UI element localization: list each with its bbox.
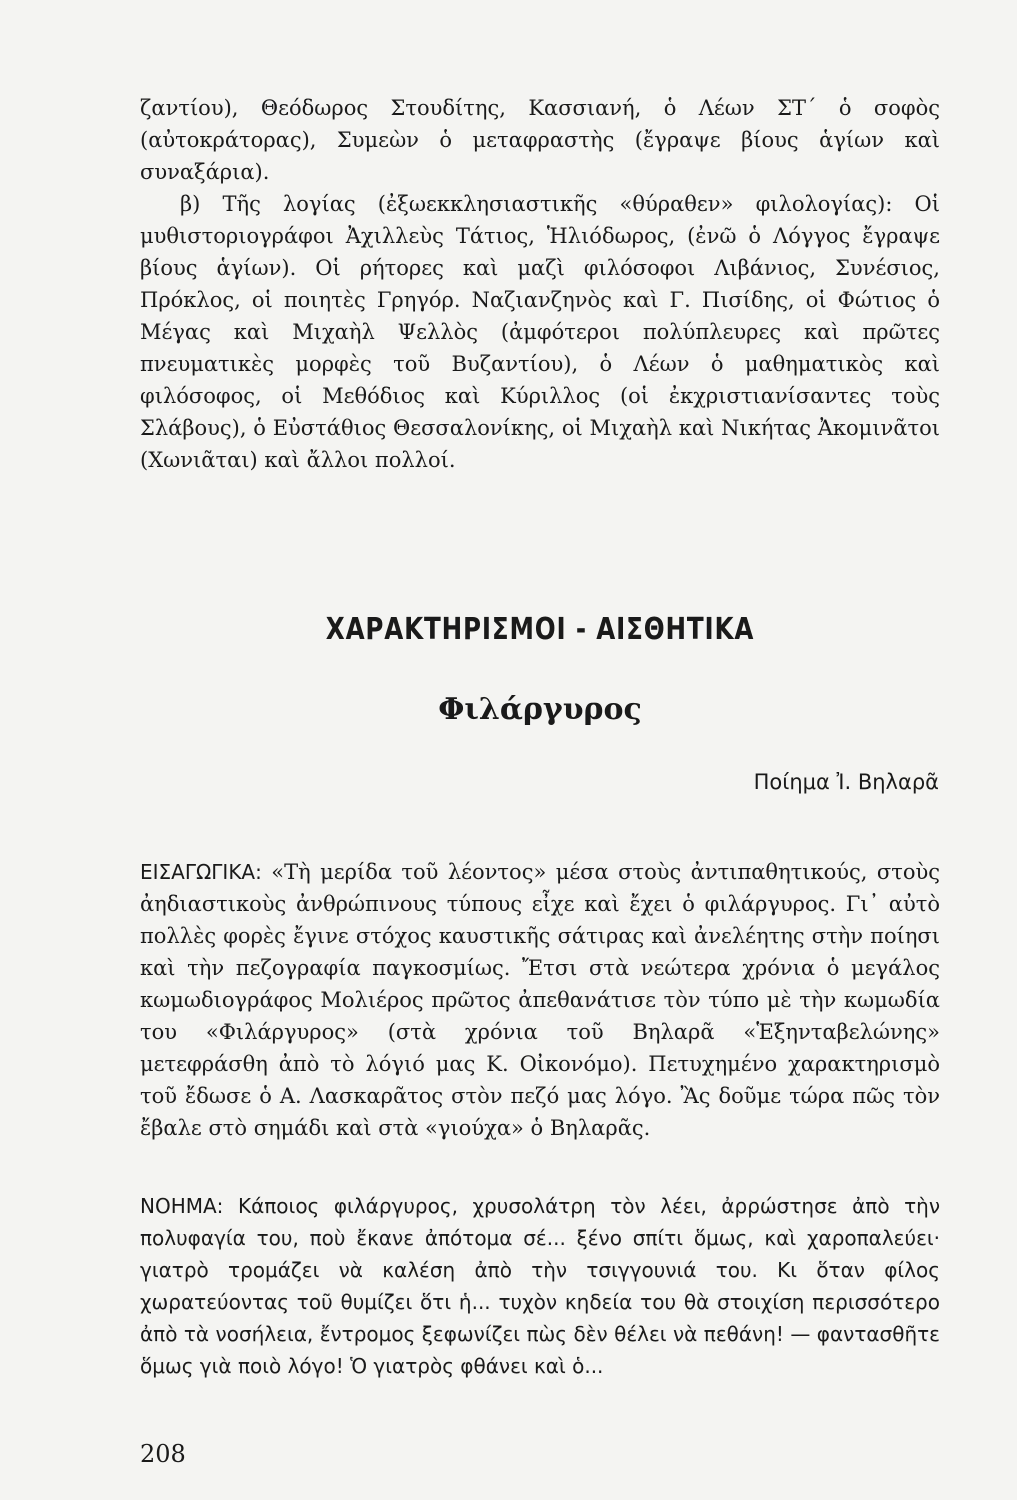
intro-paragraph	[140, 856, 940, 1144]
continued-paragraph: ζαντίου), Θεόδωρος Στουδίτης, Κασσιανή, ὁ Λέων ΣΤ΄ ὁ σοφὸς (αὐτοκράτορας), Συμεὼν ὁ μεταφραστὴς (ἔγραψε βίους ἁγίων καὶ συναξάρια).	[140, 96, 940, 184]
page-number: 208	[140, 1440, 186, 1468]
section-title: ΧΑΡΑΚΤΗΡΙΣΜΟΙ - ΑΙΣΘΗΤΙΚΑ	[325, 612, 755, 647]
intro-label: ΕΙΣΑΓΩΓΙΚΑ:	[140, 860, 262, 884]
meaning-paragraph: ΝΟΗΜΑ: Κάποιος φιλάργυρος, χρυσολάτρη τὸν λέει, ἀρρώστησε ἀπὸ τὴν πολυφαγία του, ποὺ ἔκανε ἀπότομα σέ... ξένο σπίτι ὅμως, καὶ χαροπαλεύει· γιατρὸ τρομάζει νὰ καλέση ἀπὸ τὴν τσιγγουνιά του. Κι ὅταν φίλος χωρατεύοντας τοῦ θυμίζει ὅτι ἡ... τυχὸν κηδεία του θὰ στοιχίση περισσότερο ἀπὸ τὰ νοσήλεια, ἔντρομος ξεφωνίζει πὼς δὲν θέλει νὰ πεθάνη! — φαντασθῆτε ὅμως γιὰ ποιὸ λόγο! Ὁ γιατρὸς φθάνει καὶ ὁ...	[140, 1194, 940, 1378]
poem-title: Φιλάργυρος	[438, 692, 642, 727]
intro-text: «Τὴ μερίδα τοῦ λέοντος» μέσα στοὺς ἀντιπαθητικούς, στοὺς ἀηδιαστικοὺς ἀνθρώπινους τύπους εἶχε καὶ ἔχει ὁ φιλάργυρος. Γι᾽ αὐτὸ πολλὲς φορὲς ἔγινε στόχος καυστικῆς σάτιρας καὶ ἀνελέητης στὴν ποίησι καὶ τὴν πεζογραφία παγκοσμίως. Ἔτσι στὰ νεώτερα χρόνια ὁ μεγάλος κωμωδιογράφος Μολιέρος πρῶτος ἀπεθανάτισε τὸν τύπο μὲ τὴν κωμωδία του «Φιλάργυρος» (στὰ χρόνια τοῦ Βηλαρᾶ «Ἑξηνταβελώνης» μετεφράσθη ἀπὸ τὸ λόγιό μας Κ. Οἰκονόμο). Πετυχημένο χαρακτηρισμὸ τοῦ ἔδωσε ὁ Α. Λασκαρᾶτος στὸν πεζό μας λόγο. Ἂς δοῦμε τώρα πῶς τὸν ἔβαλε στὸ σημάδι καὶ στὰ «γιούχα» ὁ Βηλαρᾶς.	[140, 860, 940, 1140]
paragraph-b: β) Τῆς λογίας (ἐξωεκκλησιαστικῆς «θύραθεν» φιλολογίας): Οἱ μυθιστοριογράφοι Ἀχιλλεὺς Τάτιος, Ἡλιόδωρος, (ἐνῶ ὁ Λόγγος ἔγραψε βίους ἁγίων). Οἱ ρήτορες καὶ μαζὶ φιλόσοφοι Λιβάνιος, Συνέσιος, Πρόκλος, οἱ ποιητὲς Γρηγόρ. Ναζιανζηνὸς καὶ Γ. Πισίδης, οἱ Φώτιος ὁ Μέγας καὶ Μιχαὴλ Ψελλὸς (ἀμφότεροι πολύπλευρες καὶ πρῶτες πνευματικὲς μορφὲς τοῦ Βυζαντίου), ὁ Λέων ὁ μαθηματικὸς καὶ φιλόσοφος, οἱ Μεθόδιος καὶ Κύριλλος (οἱ ἐκχριστιανίσαντες τοὺς Σλάβους), ὁ Εὐστάθιος Θεσσαλονίκης, οἱ Μιχαὴλ καὶ Νικήτας Ἀκομινᾶτοι (Χωνιᾶται) καὶ ἄλλοι πολλοί.	[140, 192, 940, 472]
author-line: Ποίημα Ἰ. Βηλαρᾶ	[753, 770, 939, 794]
top-text-block	[140, 92, 940, 476]
